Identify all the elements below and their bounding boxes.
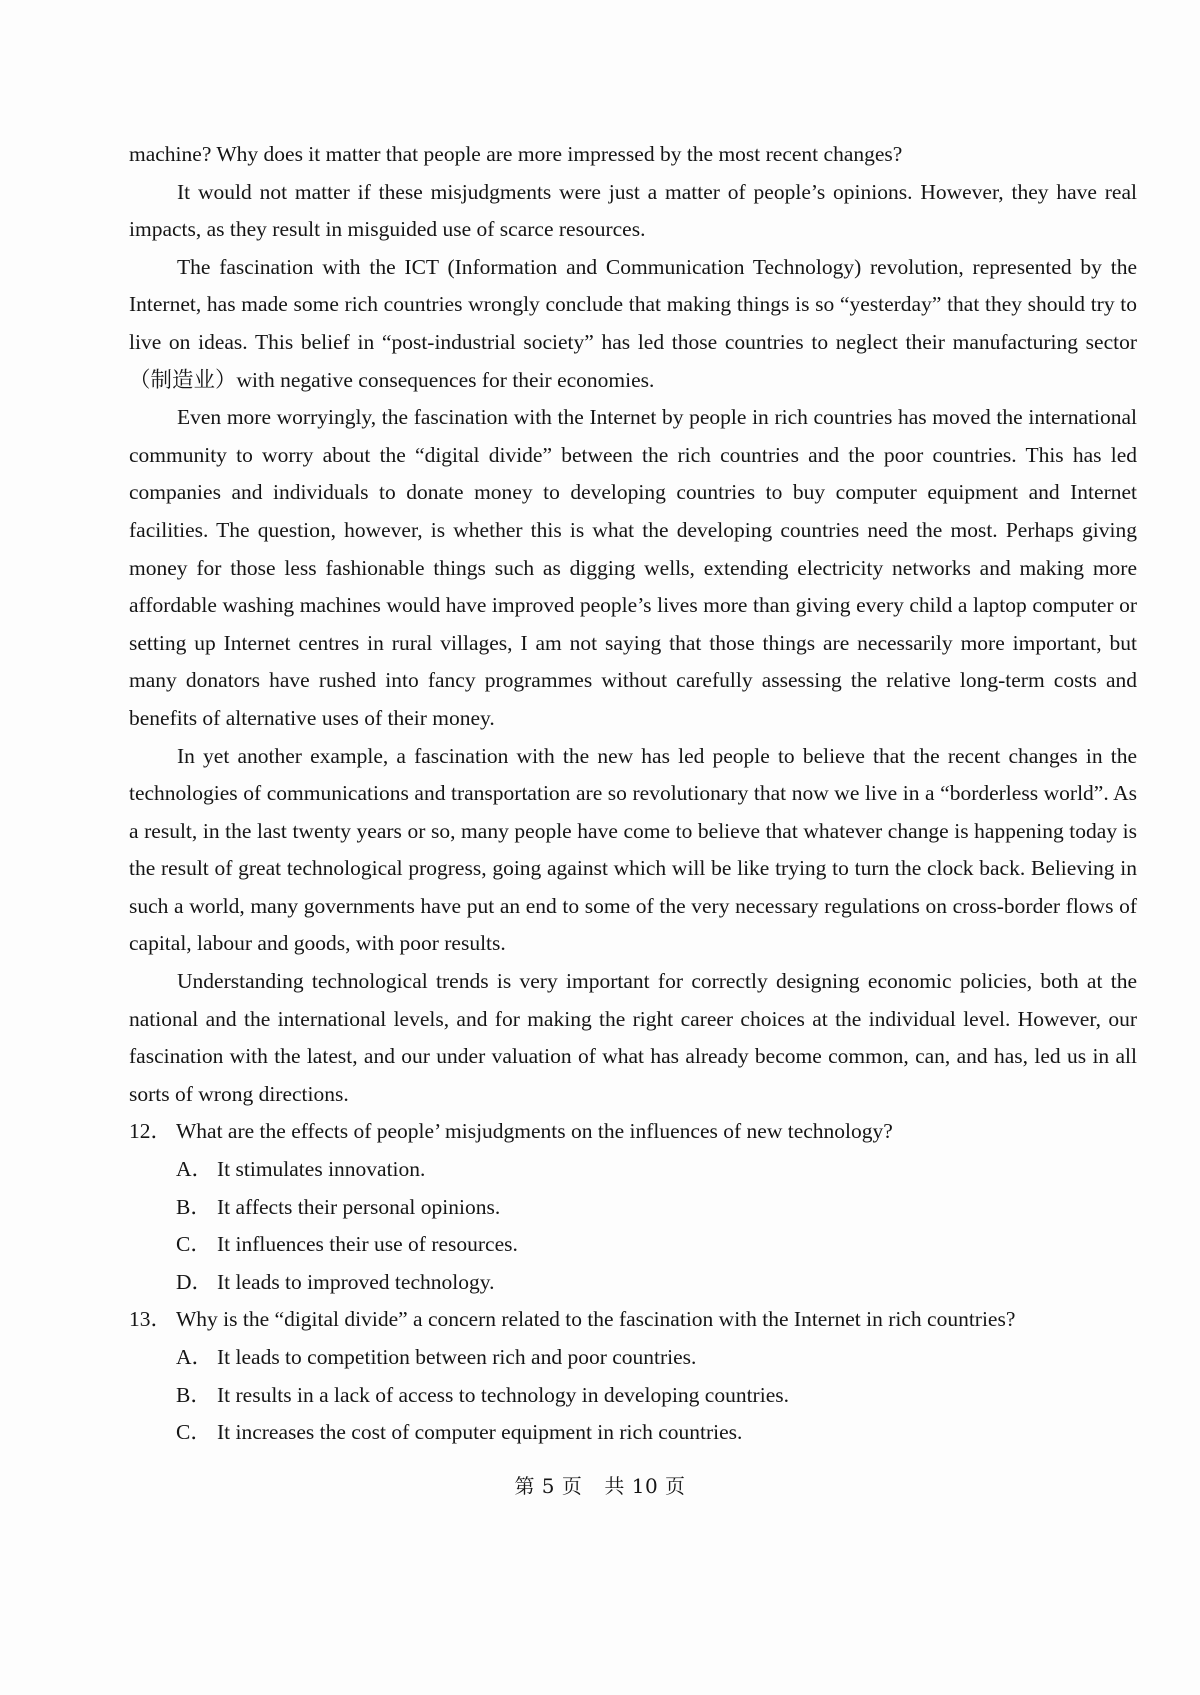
question-stem: [129, 1301, 1137, 1339]
answer-option-b: [129, 1189, 1137, 1227]
passage-paragraph-continued: machine? Why does it matter that people are more impressed by the most recent changes?: [129, 142, 903, 166]
page-number: 第 5 页: [514, 1474, 583, 1498]
passage-paragraph: Understanding technological trends is very important for correctly designing economic policies, both at the national and the international levels, and for making the right career choices at the individual level. However, our fascination with the latest, and our under valuation of what has already become common, can, and has, led us in all sorts of wrong directions.: [129, 969, 1137, 1106]
question-text: What are the effects of people’ misjudgments on the influences of new technology?: [176, 1119, 893, 1144]
option-letter: C．: [176, 1420, 212, 1445]
answer-option-a: [129, 1339, 1137, 1377]
passage-paragraph: The fascination with the ICT (Information and Communication Technology) revolution, represented by the Internet, has made some rich countries wrongly conclude that making things is so “yesterday” that they should try to live on ideas. This belief in “post-industrial society” has led those countries to neglect their manufacturing sector（制造业）with negative consequences for their economies.: [129, 254, 1137, 392]
option-text: It influences their use of resources.: [217, 1232, 518, 1257]
reading-passage: [129, 136, 1137, 1113]
question-12: [129, 1113, 1137, 1301]
answer-option-d: [129, 1264, 1137, 1302]
option-text: It stimulates innovation.: [217, 1157, 426, 1182]
answer-option-b: [129, 1377, 1137, 1415]
passage-paragraph: In yet another example, a fascination with the new has led people to believe that the recent changes in the technologies of communications and transportation are so revolutionary that now we live in a “borderless world”. As a result, in the last twenty years or so, many people have come to believe that whatever change is happening today is the result of great technological progress, going against which will be like trying to turn the clock back. Believing in such a world, many governments have put an end to some of the very necessary regulations on cross-border flows of capital, labour and goods, with poor results.: [129, 743, 1137, 956]
page-content: [129, 136, 1137, 1452]
option-text: It results in a lack of access to technology in developing countries.: [217, 1382, 789, 1407]
question-13: [129, 1301, 1137, 1451]
question-number: 13．: [129, 1307, 173, 1332]
question-text: Why is the “digital divide” a concern related to the fascination with the Internet in rich countries?: [176, 1307, 1016, 1332]
option-text: It leads to improved technology.: [217, 1269, 495, 1294]
page-total: 共 10 页: [604, 1474, 686, 1498]
option-letter: D．: [176, 1269, 214, 1294]
option-letter: A．: [176, 1345, 214, 1369]
answer-options: [129, 1339, 1137, 1452]
option-letter: B．: [176, 1194, 212, 1219]
answer-option-c: [129, 1414, 1137, 1452]
option-text: It leads to competition between rich and poor countries.: [217, 1345, 697, 1369]
question-stem: [129, 1113, 1137, 1151]
option-text: It increases the cost of computer equipment in rich countries.: [217, 1420, 743, 1445]
page-footer: [0, 1470, 1200, 1499]
passage-paragraph: It would not matter if these misjudgments were just a matter of people’s opinions. However, they have real impacts, as they result in misguided use of scarce resources.: [129, 179, 1137, 242]
option-letter: B．: [176, 1382, 212, 1407]
question-number: 12．: [129, 1119, 173, 1144]
option-letter: C．: [176, 1232, 212, 1257]
passage-paragraph: Even more worryingly, the fascination with the Internet by people in rich countries has moved the international community to worry about the “digital divide” between the rich countries and the poor countries. This has led companies and individuals to donate money to developing countries to buy computer equipment and Internet facilities. The question, however, is whether this is what the developing countries need the most. Perhaps giving money for those less fashionable things such as digging wells, extending electricity networks and making more affordable washing machines would have improved people’s lives more than giving every child a laptop computer or setting up Internet centres in rural villages, I am not saying that those things are necessarily more important, but many donators have rushed into fancy programmes without carefully assessing the relative long-term costs and benefits of alternative uses of their money.: [129, 405, 1137, 730]
answer-option-a: [129, 1151, 1137, 1189]
answer-options: [129, 1151, 1137, 1301]
answer-option-c: [129, 1226, 1137, 1264]
option-text: It affects their personal opinions.: [217, 1194, 501, 1219]
option-letter: A．: [176, 1157, 214, 1182]
